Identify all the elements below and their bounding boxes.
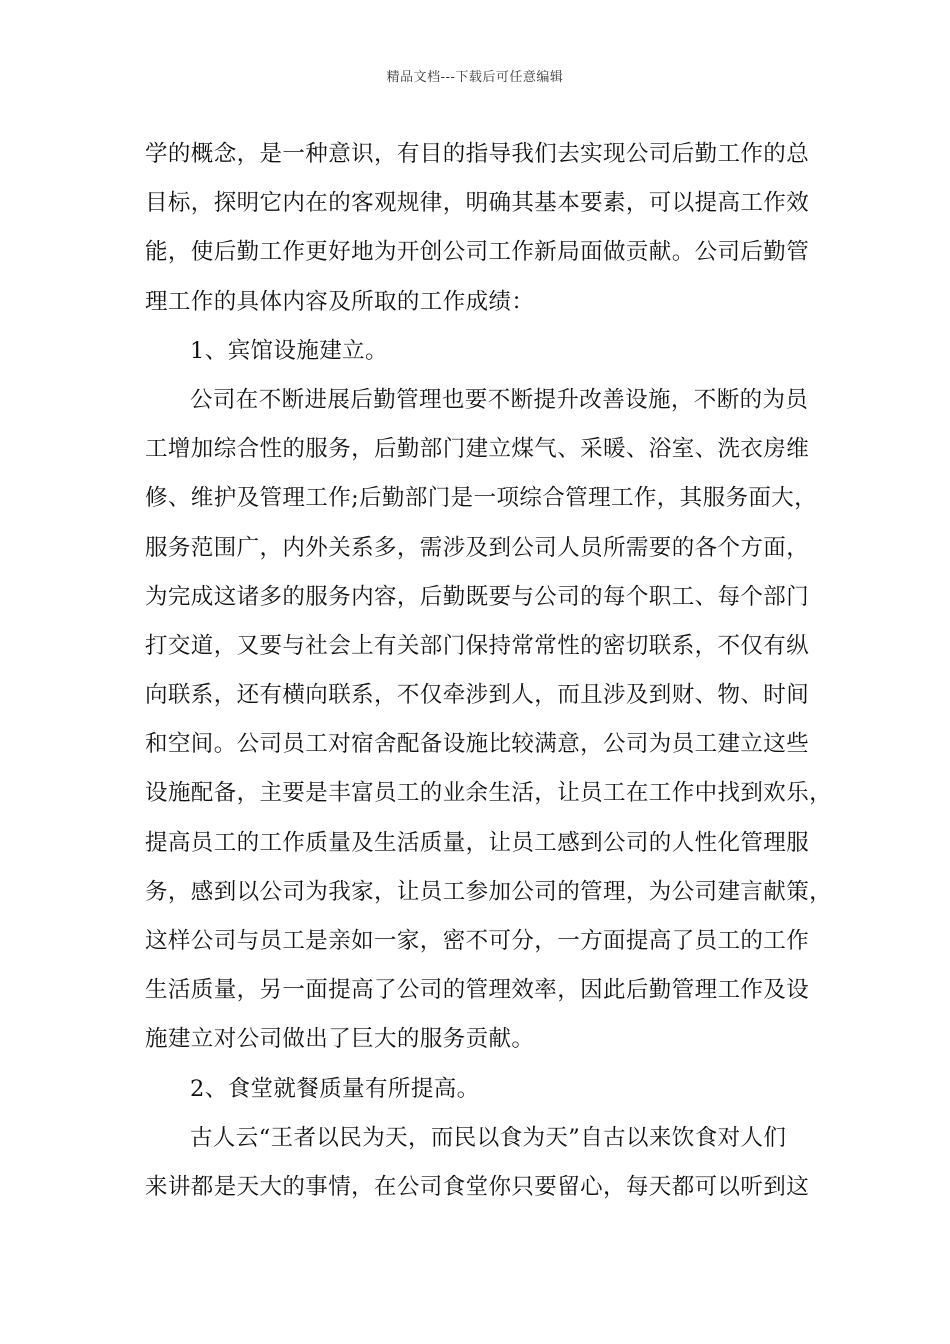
text-line: 打交道，又要与社会上有关部门保持常常性的密切联系，不仅有纵: [145, 632, 810, 659]
text-line: 这样公司与员工是亲如一家，密不可分，一方面提高了员工的工作: [145, 928, 810, 954]
text-line: 为完成这诸多的服务内容，后勤既要与公司的每个职工、每个部门: [145, 583, 810, 610]
text-line: 施建立对公司做出了巨大的服务贡献。: [145, 1026, 535, 1053]
text-line: 古人云“王者以民为天，而民以食为天”自古以来饮食对人们: [190, 1124, 787, 1151]
document-body: [145, 130, 833, 1212]
text-line: 工增加综合性的服务，后勤部门建立煤气、采暖、浴室、洗衣房维: [145, 436, 810, 463]
text-line: 来讲都是天大的事情，在公司食堂你只要留心，每天都可以听到这: [145, 1173, 810, 1200]
section-heading: 2、食堂就餐质量有所提高。: [190, 1075, 480, 1102]
text-line: 目标，探明它内在的客观规律，明确其基本要素，可以提高工作效: [145, 190, 810, 217]
text-line: 公司在不断进展后勤管理也要不断提升改善设施，不断的为员: [190, 386, 809, 413]
text-line: 务，感到以公司为我家，让员工参加公司的管理，为公司建言献策，: [145, 878, 833, 905]
text-line: 能，使后勤工作更好地为开创公司工作新局面做贡献。公司后勤管: [145, 239, 810, 266]
text-line: 理工作的具体内容及所取的工作成绩：: [145, 288, 535, 315]
text-line: 服务范围广，内外关系多，需涉及到公司人员所需要的各个方面，: [145, 534, 810, 561]
text-line: 生活质量，另一面提高了公司的管理效率，因此后勤管理工作及设: [145, 977, 810, 1004]
text-line: 向联系，还有横向联系，不仅牵涉到人，而且涉及到财、物、时间: [145, 682, 810, 709]
text-line: 提高员工的工作质量及生活质量，让员工感到公司的人性化管理服: [145, 829, 810, 856]
page-header: 精品文档---下载后可任意编辑: [386, 70, 564, 85]
section-heading: 1、宾馆设施建立。: [190, 337, 388, 364]
text-line: 修、维护及管理工作;后勤部门是一项综合管理工作，其服务面大，: [145, 485, 818, 512]
text-line: 和空间。公司员工对宿舍配备设施比较满意，公司为员工建立这些: [145, 731, 810, 758]
text-line: 学的概念，是一种意识，有目的指导我们去实现公司后勤工作的总: [145, 141, 810, 167]
text-line: 设施配备，主要是丰富员工的业余生活，让员工在工作中找到欢乐，: [145, 780, 833, 807]
